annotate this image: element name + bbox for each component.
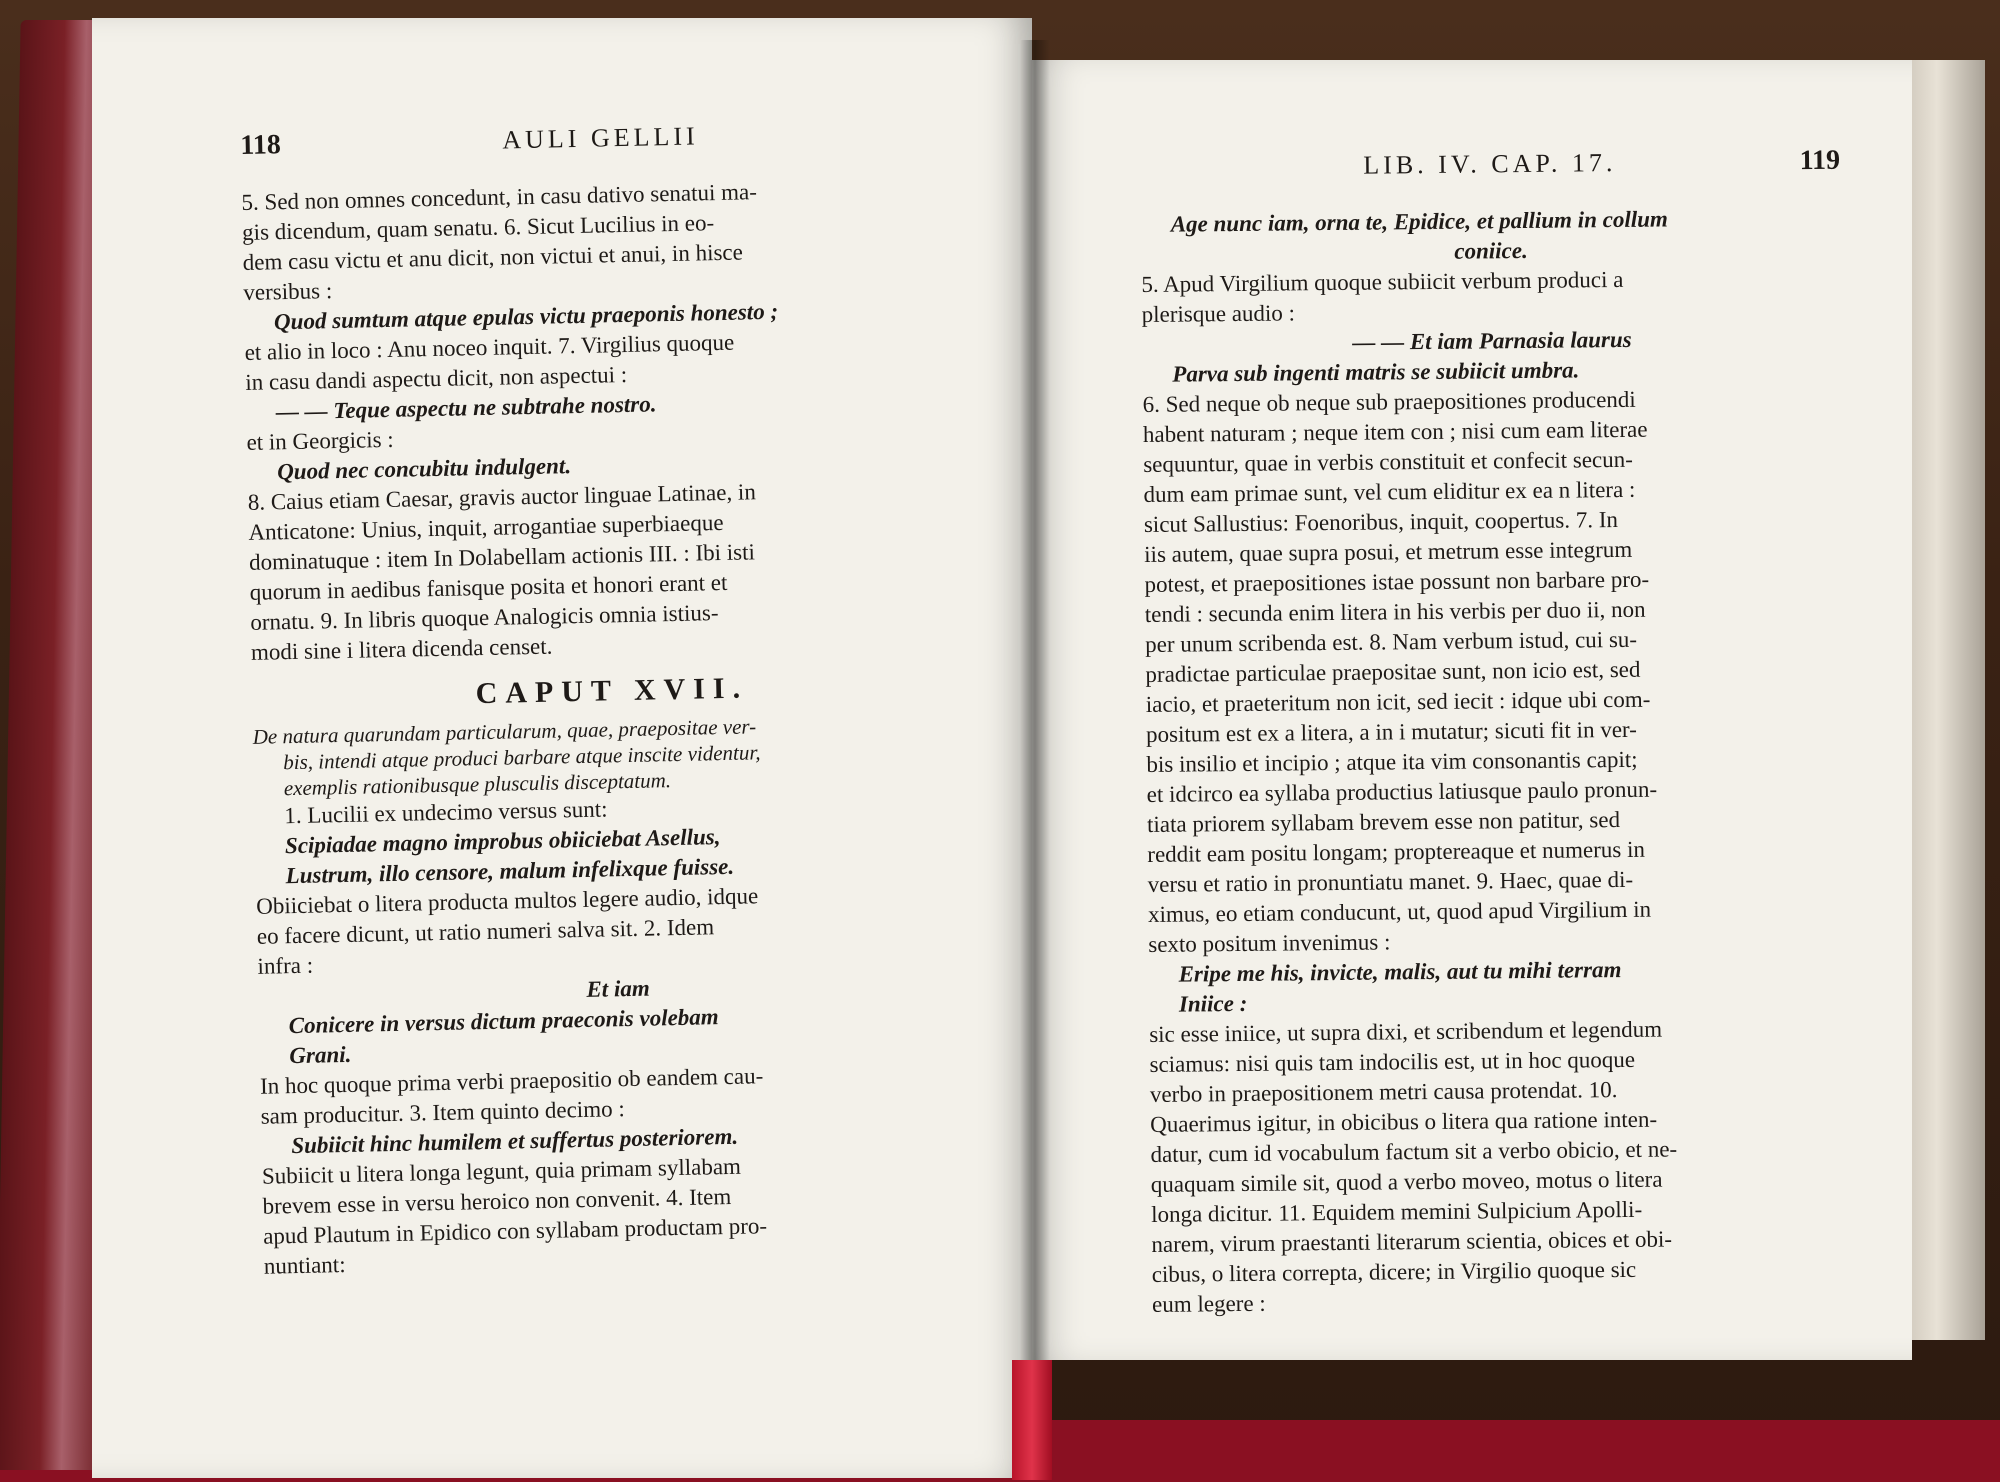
text-line: dem casu victu et anu dicit, non victui et anui, in hisce <box>242 239 744 275</box>
summary-line: bis, intendi atque produci barbare atque inscite videntur, <box>282 740 761 775</box>
page-stack-edge-right <box>1905 60 1985 1340</box>
text-line: longa dicitur. 11. Equidem memini Sulpicium Apolli- <box>1150 1196 1643 1227</box>
text-line: 5. Sed non omnes concedunt, in casu dativo senatui ma- <box>241 179 758 215</box>
text-line: Quaerimus igitur, in obicibus o litera qua ratione inten- <box>1150 1106 1658 1137</box>
verse-line: Age nunc iam, orna te, Epidice, et pallium in collum <box>1170 206 1668 237</box>
text-line: brevem esse in versu heroico non convenit. 4. Item <box>262 1183 732 1219</box>
book-gutter <box>1020 40 1050 1440</box>
verse-line: — — Et iam Parnasia laurus <box>1352 326 1632 355</box>
text-line: sic esse iniice, ut supra dixi, et scribendum et legendum <box>1149 1016 1663 1047</box>
text-line: 5. Apud Virgilium quoque subiicit verbum produci a <box>1141 266 1624 297</box>
text-line: versu et ratio in pronuntiatu manet. 9. Haec, quae di- <box>1147 866 1634 897</box>
text-line: quorum in aedibus fanisque posita et honori erant et <box>249 569 728 605</box>
text-line: Anticatone: Unius, inquit, arrogantiae superbiaeque <box>248 509 724 545</box>
text-line: ximus, eo etiam conducunt, ut, quod apud Virgilium in <box>1147 896 1652 927</box>
text-line: versibus : <box>243 278 333 305</box>
text-line: sicut Sallustius: Foenoribus, inquit, coopertus. 7. In <box>1143 507 1619 537</box>
text-line: Subiicit u litera longa legunt, quia primam syllabam <box>261 1153 742 1189</box>
left-page <box>92 18 1032 1478</box>
text-line: gis dicendum, quam senatu. 6. Sicut Lucilius in eo- <box>241 210 715 245</box>
text-line: dum eam primae sunt, vel cum eliditur ex ea n litera : <box>1143 476 1636 507</box>
text-line: sam producitur. 3. Item quinto decimo : <box>260 1096 625 1129</box>
text-line: infra : <box>257 952 314 979</box>
right-running-title: LIB. IV. CAP. 17. <box>1363 148 1617 180</box>
text-line: plerisque audio : <box>1141 300 1296 327</box>
verse-line: coniice. <box>1454 237 1528 264</box>
text-line: potest, et praepositiones istae possunt non barbare pro- <box>1144 566 1650 597</box>
verse-line: Subiicit hinc humilem et suffertus posteriorem. <box>291 1123 739 1159</box>
text-line: sexto positum invenimus : <box>1148 929 1391 957</box>
left-page-text-block <box>240 115 984 1282</box>
left-page-number: 118 <box>240 129 282 161</box>
text-line: dominatuque : item In Dolabellam actionis III. : Ibi isti <box>248 539 756 575</box>
verse-line: Et iam <box>586 975 650 1002</box>
text-line: in casu dandi aspectu dicit, non aspectui : <box>245 361 628 395</box>
verse-line: Quod nec concubitu indulgent. <box>276 453 572 485</box>
right-page-number: 119 <box>1799 144 1841 177</box>
text-line: 1. Lucilii ex undecimo versus sunt: <box>284 796 608 829</box>
text-line: per unum scribenda est. 8. Nam verbum istud, cui su- <box>1145 626 1638 657</box>
text-line: nuntiant: <box>263 1252 346 1279</box>
verse-line: Scipiadae magno improbus obiiciebat Asellus, <box>284 824 721 859</box>
text-line: verbo in praepositionem metri causa protendat. 10. <box>1149 1077 1618 1107</box>
verse-line: Conicere in versus dictum praeconis volebam <box>288 1004 719 1039</box>
text-line: In hoc quoque prima verbi praepositio ob eandem cau- <box>259 1063 764 1099</box>
verse-line: Grani. <box>289 1041 352 1069</box>
text-line: positum est ex a litera, a in i mutatur; sicuti fit in ver- <box>1145 716 1637 747</box>
bookmark-ribbon <box>1012 1360 1052 1480</box>
summary-line: exemplis rationibusque plusculis disceptatum. <box>283 768 672 801</box>
text-line: 6. Sed neque ob neque sub praepositiones producendi <box>1142 386 1636 417</box>
text-line: sciamus: nisi quis tam indocilis est, ut in hoc quoque <box>1149 1046 1636 1077</box>
text-line: et in Georgicis : <box>246 426 394 455</box>
chapter-summary <box>252 709 973 802</box>
text-line: reddit eam positu longam; proptereaque et numerus in <box>1147 836 1646 867</box>
right-page-text-block <box>1140 145 1852 1320</box>
left-running-head <box>240 115 961 162</box>
verse-line: Quod sumtum atque epulas victu praeponis honesto ; <box>273 298 779 335</box>
verse-line: Eripe me his, invicte, malis, aut tu mihi terram <box>1178 957 1622 987</box>
text-line: tiata priorem syllabam brevem esse non patitur, sed <box>1146 807 1621 837</box>
left-text-bottom <box>254 787 984 1282</box>
text-line: sequuntur, quae in verbis constituit et confecit secun- <box>1143 446 1633 477</box>
text-line: iacio, et praeteritum non icit, sed iecit : idque ubi com- <box>1145 686 1651 717</box>
summary-line: De natura quarundam particularum, quae, praepositae ver- <box>252 714 757 749</box>
text-line: cibus, o litera correpta, dicere; in Virgilio quoque sic <box>1151 1256 1637 1287</box>
right-page <box>1032 60 1912 1360</box>
chapter-heading: CAPUT XVII. <box>475 671 749 711</box>
text-line: tendi : secunda enim litera in his verbis per duo ii, non <box>1144 596 1646 627</box>
text-line: Obiiciebat o litera producta multos legere audio, idque <box>256 883 759 919</box>
verse-line: Parva sub ingenti matris se subiicit umbra. <box>1172 357 1580 387</box>
text-line: habent naturam ; neque item con ; nisi cum eam literae <box>1142 416 1648 447</box>
text-line: ornatu. 9. In libris quoque Analogicis omnia istius- <box>250 600 719 635</box>
text-line: quaquam simile sit, quod a verbo moveo, motus o litera <box>1150 1166 1663 1197</box>
text-line: narem, virum praestanti literarum scientia, obices et obi- <box>1151 1226 1673 1257</box>
text-line: et alio in loco : Anu noceo inquit. 7. Virgilius quoque <box>244 329 735 365</box>
text-line: pradictae particulae praepositae sunt, non icio est, sed <box>1145 656 1641 687</box>
text-line: datur, cum id vocabulum factum sit a verbo obicio, et ne- <box>1150 1136 1678 1167</box>
verse-line: — — Teque aspectu ne subtrahe nostro. <box>275 391 657 425</box>
right-text <box>1141 203 1853 1320</box>
left-text-top <box>241 173 971 668</box>
text-line: iis autem, quae supra posui, et metrum esse integrum <box>1144 536 1633 567</box>
verse-line: Iniice : <box>1178 990 1248 1017</box>
text-line: modi sine i litera dicenda censet. <box>250 633 553 665</box>
text-line: eum legere : <box>1151 1290 1266 1317</box>
text-line: bis insilio et incipio ; atque ita vim consonantis capit; <box>1146 746 1638 777</box>
text-line: eo facere dicunt, ut ratio numeri salva sit. 2. Idem <box>256 914 715 949</box>
text-line: 8. Caius etiam Caesar, gravis auctor linguae Latinae, in <box>247 479 757 515</box>
text-line: apud Plautum in Epidico con syllabam productam pro- <box>262 1213 768 1249</box>
text-line: et idcirco ea syllaba productius latiusque paulo pronun- <box>1146 776 1658 807</box>
verse-line: Lustrum, illo censore, malum infelixque fuisse. <box>285 853 735 889</box>
right-running-head <box>1140 145 1840 184</box>
left-running-title: AULI GELLII <box>502 121 699 155</box>
